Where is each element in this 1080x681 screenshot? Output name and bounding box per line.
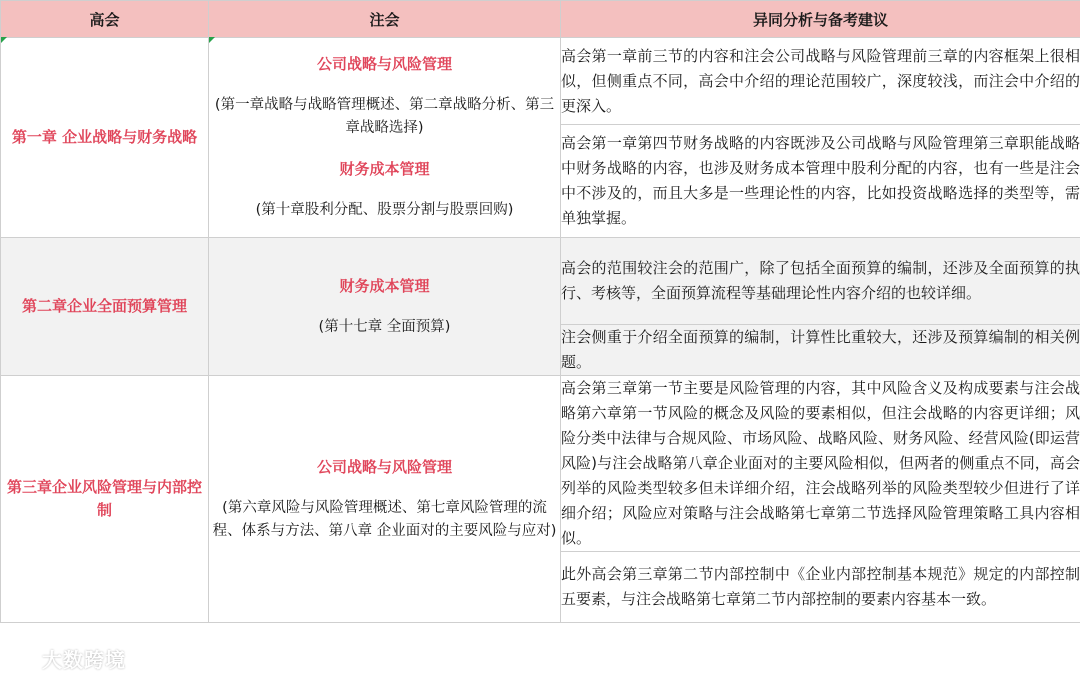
table-header-row	[1, 1, 1080, 38]
header-analysis: 异同分析与备考建议	[561, 1, 1080, 38]
table-row	[1, 376, 1080, 552]
cell-comment-marker-icon	[1, 37, 7, 43]
chapter-cell: 第二章企业全面预算管理	[1, 238, 209, 376]
cpa-subject: 公司战略与风险管理	[316, 457, 452, 476]
chapter-cell: 第三章企业风险管理与内部控制	[1, 376, 209, 623]
analysis-cell: 高会第三章第一节主要是风险管理的内容，其中风险含义及构成要素与注会战略第六章第一节风险的概念及风险的要素相似，但注会战略的内容更详细；风险分类中法律与合规风险、市场风险、战略风险、财务风险、经营风险(即运营风险)与注会战略第八章企业面对的主要风险相似，但两者的侧重点不同，高会列举的风险类型较多但未详细介绍，注会战略列举的风险类型较少但进行了详细介绍；风险应对策略与注会战略第七章第二节选择风险管理策略工具内容相似。	[561, 376, 1080, 552]
analysis-cell: 高会的范围较注会的范围广，除了包括全面预算的编制，还涉及全面预算的执行、考核等，全面预算流程等基础理论性内容介绍的也较详细。	[561, 238, 1080, 325]
table-row	[1, 238, 1080, 325]
table-row	[1, 38, 1080, 125]
cpa-cell	[209, 238, 561, 376]
analysis-cell: 高会第一章第四节财务战略的内容既涉及公司战略与风险管理第三章职能战略中财务战略的内容，也涉及财务成本管理中股利分配的内容，也有一些是注会中不涉及的，而且大多是一些理论性的内容，比如投资战略选择的类型等，需单独掌握。	[561, 125, 1080, 238]
chapter-cell: 第一章 企业战略与财务战略	[1, 38, 209, 238]
brand-logo-icon	[10, 648, 36, 670]
cpa-detail: (第十章股利分配、股票分割与股票回购)	[255, 202, 514, 218]
cpa-cell	[209, 376, 561, 623]
watermark-text: 大数跨境	[42, 648, 126, 672]
cpa-subject: 公司战略与风险管理	[316, 55, 452, 73]
cpa-detail: (第十七章 全面预算)	[318, 318, 451, 335]
cpa-subject: 财务成本管理	[339, 160, 430, 178]
analysis-cell: 此外高会第三章第二节内部控制中《企业内部控制基本规范》规定的内部控制五要素，与注会战略第七章第二节内部控制的要素内容基本一致。	[561, 552, 1080, 623]
header-zhukuai: 注会	[209, 1, 561, 38]
analysis-cell: 注会侧重于介绍全面预算的编制，计算性比重较大，还涉及预算编制的相关例题。	[561, 325, 1080, 376]
cpa-subject: 财务成本管理	[339, 276, 430, 295]
cpa-detail: (第六章风险与风险管理概述、第七章风险管理的流程、体系与方法、第八章 企业面对的主要风险与应对)	[212, 499, 557, 539]
cpa-cell	[209, 38, 561, 238]
cpa-detail: (第一章战略与战略管理概述、第二章战略分析、第三章战略选择)	[214, 97, 555, 136]
cell-comment-marker-icon	[209, 37, 215, 43]
watermark	[10, 644, 126, 673]
analysis-cell: 高会第一章前三节的内容和注会公司战略与风险管理前三章的内容框架上很相似，但侧重点不同，高会中介绍的理论范围较广，深度较浅，而注会中介绍的更深入。	[561, 38, 1080, 125]
header-gaokuai: 高会	[1, 1, 209, 38]
